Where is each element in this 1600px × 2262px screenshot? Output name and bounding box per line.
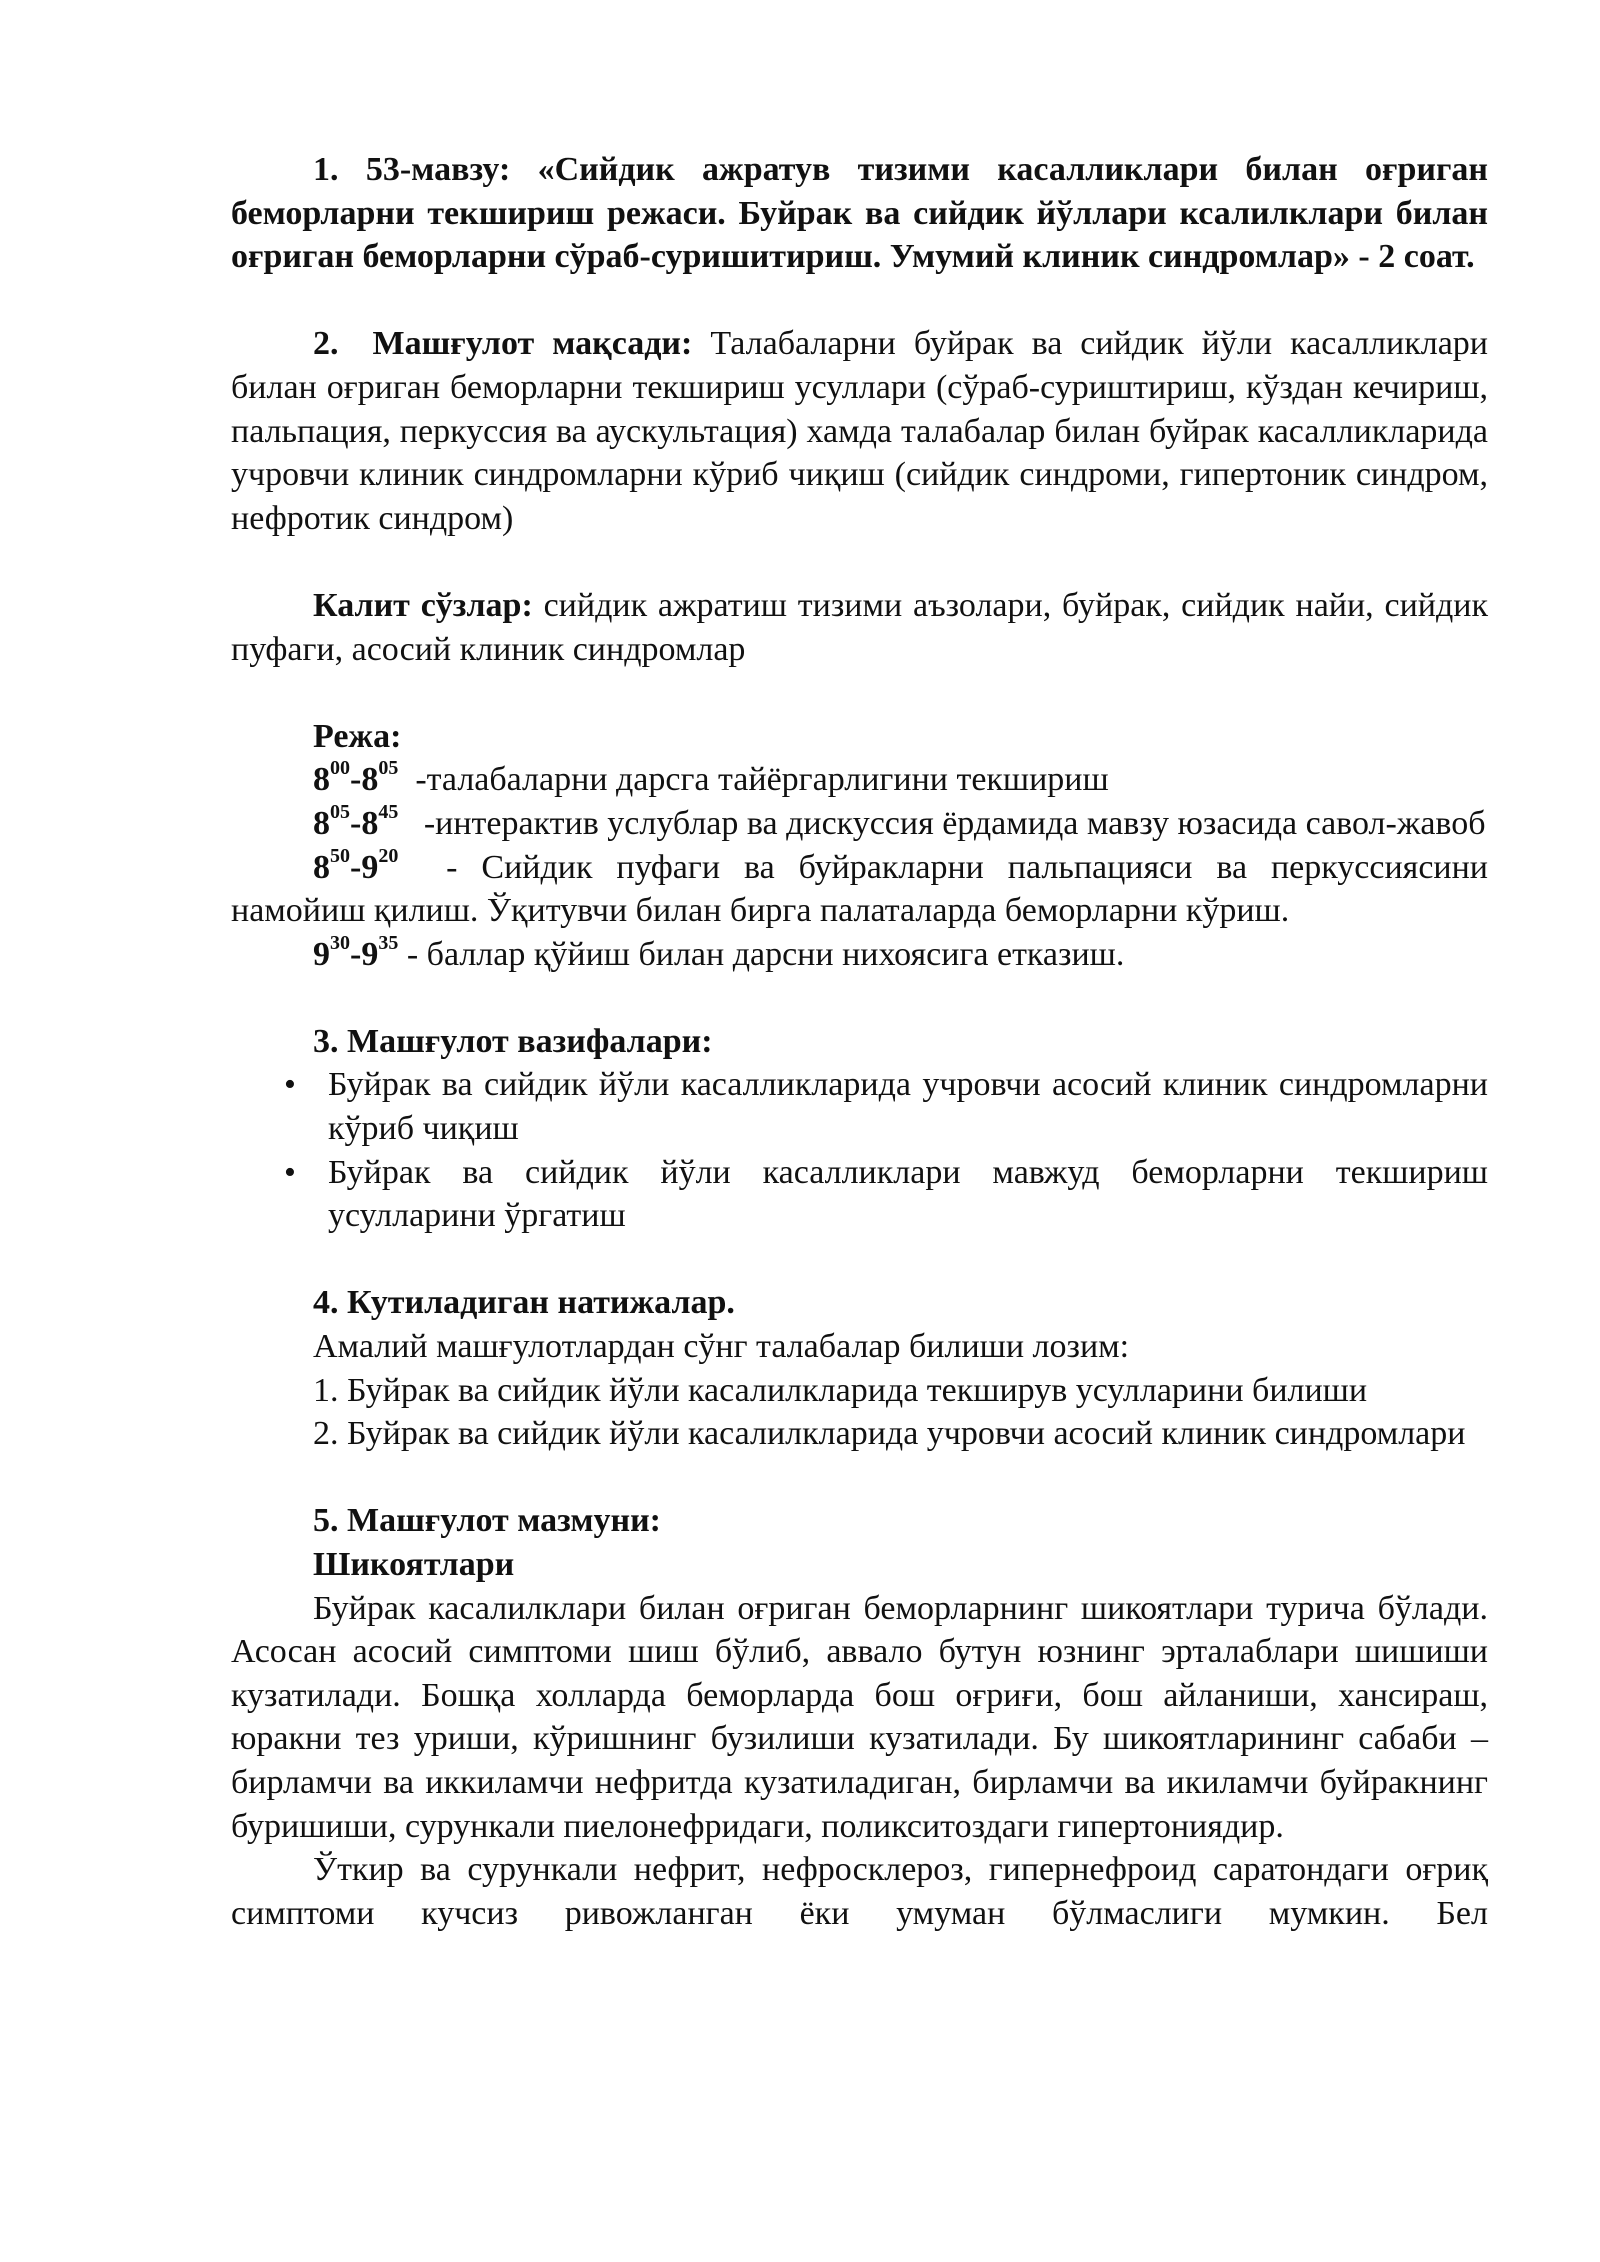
plan-item [231,758,1488,802]
list-item [231,1151,1488,1238]
keywords-text: сийдик ажратиш тизими аъзолари, буйрак, сийдик найи, сийдик пуфаги, асосий клиник синдромлар [231,586,1488,668]
spacer [231,540,1488,584]
spacer [231,1238,1488,1282]
spacer [231,671,1488,715]
results-item: 2. Буйрак ва сийдик йўли касалилкларида учровчи асосий клиник синдромлари [313,1415,1466,1453]
plan-text: -интерактив услублар ва дискуссия ёрдамида мавзу юзасида савол-жавоб [398,804,1486,842]
plan-time: $8^{00}-8^{05}$ [313,757,399,799]
plan-text: -талабаларни дарсга тайёргарлигини текшириш [398,761,1109,799]
document-page [231,148,1497,1935]
results-item: 1. Буйрак ва сийдик йўли касалилкларида текширув усулларини билиши [313,1371,1368,1409]
task-text: Буйрак ва сийдик йўли касалликлари мавжуд беморларни текшириш усулларини ўргатиш [328,1153,1488,1235]
topic-heading: 1. 53-мавзу: «Сийдик ажратув тизими касалликлари билан оғриган беморларни текшириш режаси. Буйрак ва сийдик йўллари ксалилклари билан оғриган беморларни сўраб-суришитириш. Умумий клиник синдромлар» - 2 соат. [231,151,1488,276]
bullet-icon: • [284,1066,296,1104]
goal-label: 2. Машғулот мақсади: [313,325,693,363]
plan-title: Режа: [313,717,402,755]
plan-text: - Сийдик пуфаги ва буйракларни пальпацияси ва перкуссиясини намойиш қилиш. Ўқитувчи билан бирга палаталарда беморларни кўриш. [231,848,1497,930]
content-paragraph: Буйрак касалилклари билан оғриган беморларнинг шикоятлари турича бўлади. Асосан асосий симптоми шиш бўлиб, аввало бутун юзнинг эрталаблари шишиши кузатилади. Бошқа холларда беморларда бош оғриғи, бош айланиши, хансираш, юракни тез уриши, кўришнинг бузилиши кузатилади. Бу шикоятларининг сабаби – бирламчи ва иккиламчи нефритда кузатиладиган, бирламчи ва икиламчи буйракнинг буришиши, сурункали пиелонефридаги, поликситоздаги гипертониядир. [231,1589,1488,1845]
content-title: 5. Машғулот мазмуни: [313,1502,661,1540]
plan-text: - баллар қўйиш билан дарсни нихоясига етказиш. [398,935,1125,973]
keywords-label: Калит сўзлар: [313,586,533,624]
keywords-paragraph [231,584,1488,671]
list-item [231,1063,1488,1150]
spacer [231,1456,1488,1500]
bullet-icon: • [284,1153,296,1191]
task-text: Буйрак ва сийдик йўли касалликларида учровчи асосий клиник синдромларни кўриб чиқиш [328,1066,1488,1148]
goal-text: Талабаларни буйрак ва сийдик йўли касалликлари билан оғриган беморларни текшириш усуллари (сўраб-суриштириш, кўздан кечириш, пальпация, перкуссия ва аускультация) хамда талабалар билан буйрак касалликларида учровчи клиник синдромларни кўриб чиқиш (сийдик синдроми, гипертоник синдром, нефротик синдром) [231,325,1488,537]
spacer [231,279,1488,323]
plan-item [231,802,1488,846]
plan-time: $8^{50}-9^{20}$ [313,844,399,886]
plan-time: $8^{05}-8^{45}$ [313,800,399,842]
content-subtitle: Шикоятлари [313,1546,515,1583]
plan-time: $9^{30}-9^{35}$ [313,931,399,973]
plan-item [231,933,1488,977]
results-title: 4. Кутиладиган натижалар. [313,1284,735,1322]
content-paragraph: Ўткир ва сурункали нефрит, нефросклероз, гипернефроид саратондаги оғриқ симптоми кучсиз ривожланган ёки умуман бўлмаслиги мумкин. Бел [231,1851,1488,1932]
tasks-list [231,1063,1488,1237]
spacer [231,976,1488,1020]
plan-item [231,844,1497,933]
results-intro: Амалий машғулотлардан сўнг талабалар билиши лозим: [313,1328,1130,1366]
tasks-title: 3. Машғулот вазифалари: [313,1022,713,1060]
goal-paragraph [231,322,1488,540]
